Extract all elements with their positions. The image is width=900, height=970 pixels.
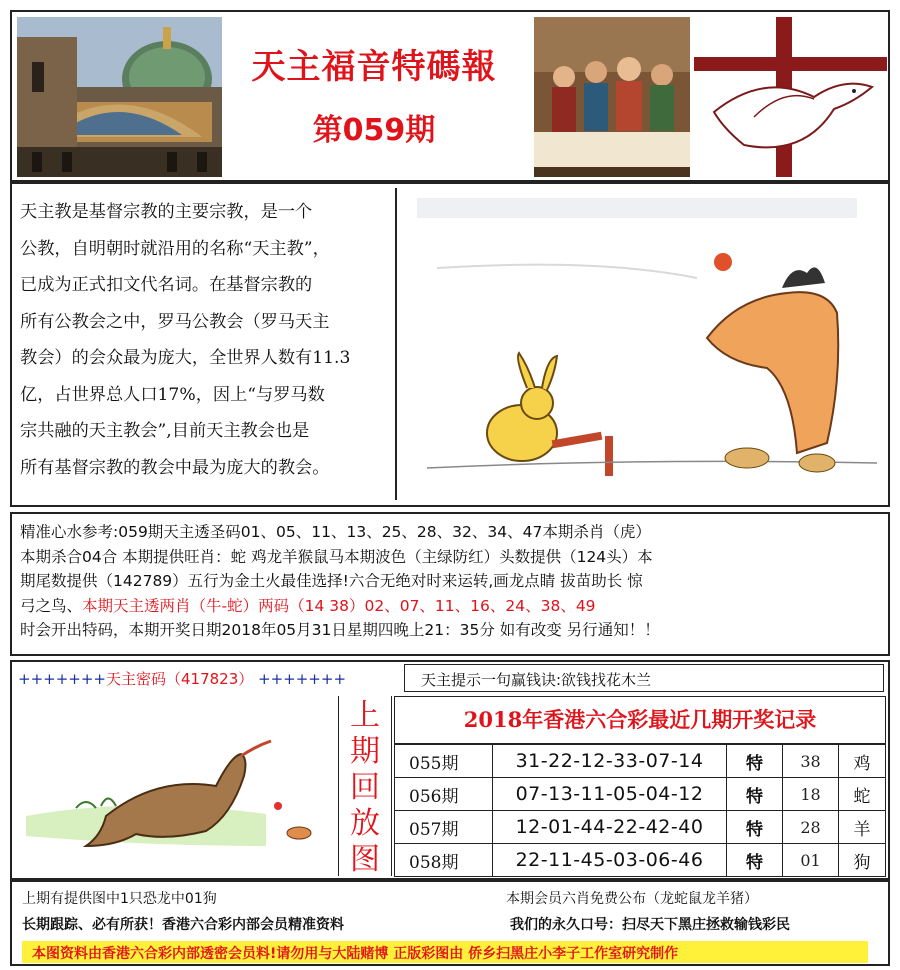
table-row — [395, 745, 886, 778]
intro-line: 天主教是基督宗教的主要宗教，是一个 — [20, 202, 313, 222]
cross-dove-image — [694, 17, 887, 177]
password-line — [18, 668, 408, 689]
lotto-line: 时会开出特码，本期开奖日期2018年05月31日星期四晚上21：35分 如有改变 另行通知！！ — [20, 621, 660, 639]
table-row — [395, 778, 886, 811]
special-label: 特 — [727, 844, 783, 877]
issue-number: 第059期 — [312, 113, 436, 148]
church-dome-image — [17, 17, 222, 177]
special-label: 特 — [727, 811, 783, 844]
period-cell: 058期 — [395, 844, 493, 877]
zodiac-cell: 蛇 — [839, 778, 886, 811]
special-number: 18 — [783, 778, 839, 811]
lotto-tips-section — [10, 512, 890, 656]
special-number: 01 — [783, 844, 839, 877]
title-block — [224, 17, 524, 177]
table-row — [395, 811, 886, 844]
otter-cartoon-image — [16, 696, 334, 876]
numbers-cell: 31-22-12-33-07-14 — [493, 745, 727, 778]
period-cell: 057期 — [395, 811, 493, 844]
special-label: 特 — [727, 745, 783, 778]
rabbit-cartoon-image — [395, 188, 885, 500]
lotto-line: 期尾数提供（142789）五行为金土火最佳选择!六合无绝对时来运转,画龙点睛 拔苗助长 惊 — [20, 572, 643, 590]
intro-line: 教会）的会众最为庞大，全世界人数有11.3 — [20, 348, 351, 368]
intro-line: 公教，自明朝时就沿用的名称“天主教”， — [20, 238, 330, 259]
footer-section — [10, 880, 890, 966]
intro-paragraph — [20, 194, 385, 486]
password-label: 天主密码（417823） — [105, 670, 254, 688]
numbers-cell: 12-01-44-22-42-40 — [493, 811, 727, 844]
special-label: 特 — [727, 778, 783, 811]
footer-slogan-left: 长期跟踪、必有所获！香港六合彩内部会员精准资料 — [22, 917, 344, 933]
zodiac-cell: 羊 — [839, 811, 886, 844]
footer-notice-banner: 本图资料由香港六合彩内部透密会员料!请勿用与大陆赌博 正版彩图由 侨乡扫黑庄小李子工作室研究制作 — [22, 941, 868, 963]
intro-section — [10, 182, 890, 507]
last-supper-image — [534, 17, 690, 177]
results-panel — [10, 660, 890, 880]
highlight-pick: 本期天主透两肖（牛-蛇）两码（14 38）02、07、11、16、24、38、49 — [82, 596, 596, 615]
plus-decoration: +++++++ — [18, 670, 106, 688]
header-banner — [10, 10, 890, 182]
intro-line: 已成为正式扣文代名词。在基督宗教的 — [20, 275, 313, 295]
lotto-line: 本期杀合04合 本期提供旺肖：蛇 鸡龙羊猴鼠马本期波色（主绿防红）头数提供（124头）本 — [20, 547, 653, 566]
intro-line: 所有公教会之中，罗马公教会（罗马天主 — [20, 311, 330, 332]
zodiac-cell: 狗 — [839, 844, 886, 877]
footer-slogan-right: 我们的永久口号：扫尽天下黑庄拯救输钱彩民 — [510, 917, 790, 933]
footer-note-right: 本期会员六肖免费公布（龙蛇鼠龙羊猪） — [506, 891, 758, 907]
page-title: 天主福音特碼報 — [251, 47, 497, 87]
lotto-line-prefix: 弓之鸟、 — [20, 596, 83, 615]
zodiac-cell: 鸡 — [839, 745, 886, 778]
last-issue-replay-label: 上 期 回 放 图 — [338, 696, 392, 876]
plus-decoration: +++++++ — [258, 670, 347, 688]
period-cell: 056期 — [395, 778, 493, 811]
footer-note-left: 上期有提供图中1只恐龙中01狗 — [22, 891, 217, 907]
records-title: 2018年香港六合彩最近几期开奖记录 — [394, 696, 886, 744]
hint-box: 天主提示一句赢钱诀:欲钱找花木兰 — [404, 664, 884, 692]
numbers-cell: 22-11-45-03-06-46 — [493, 844, 727, 877]
records-table — [394, 744, 886, 877]
table-row — [395, 844, 886, 877]
intro-line: 所有基督宗教的教会中最为庞大的教会。 — [20, 457, 330, 478]
draw-records — [394, 696, 886, 876]
lotto-line — [20, 594, 880, 619]
numbers-cell: 07-13-11-05-04-12 — [493, 778, 727, 811]
special-number: 28 — [783, 811, 839, 844]
period-cell: 055期 — [395, 745, 493, 778]
lotto-line: 精准心水参考:059期天主透圣码01、05、11、13、25、28、32、34、47本期杀肖（虎） — [20, 523, 651, 541]
special-number: 38 — [783, 745, 839, 778]
intro-line: 宗共融的天主教会”,目前天主教会也是 — [20, 421, 310, 441]
intro-line: 亿，占世界总人口17%，因上“与罗马数 — [20, 384, 325, 405]
